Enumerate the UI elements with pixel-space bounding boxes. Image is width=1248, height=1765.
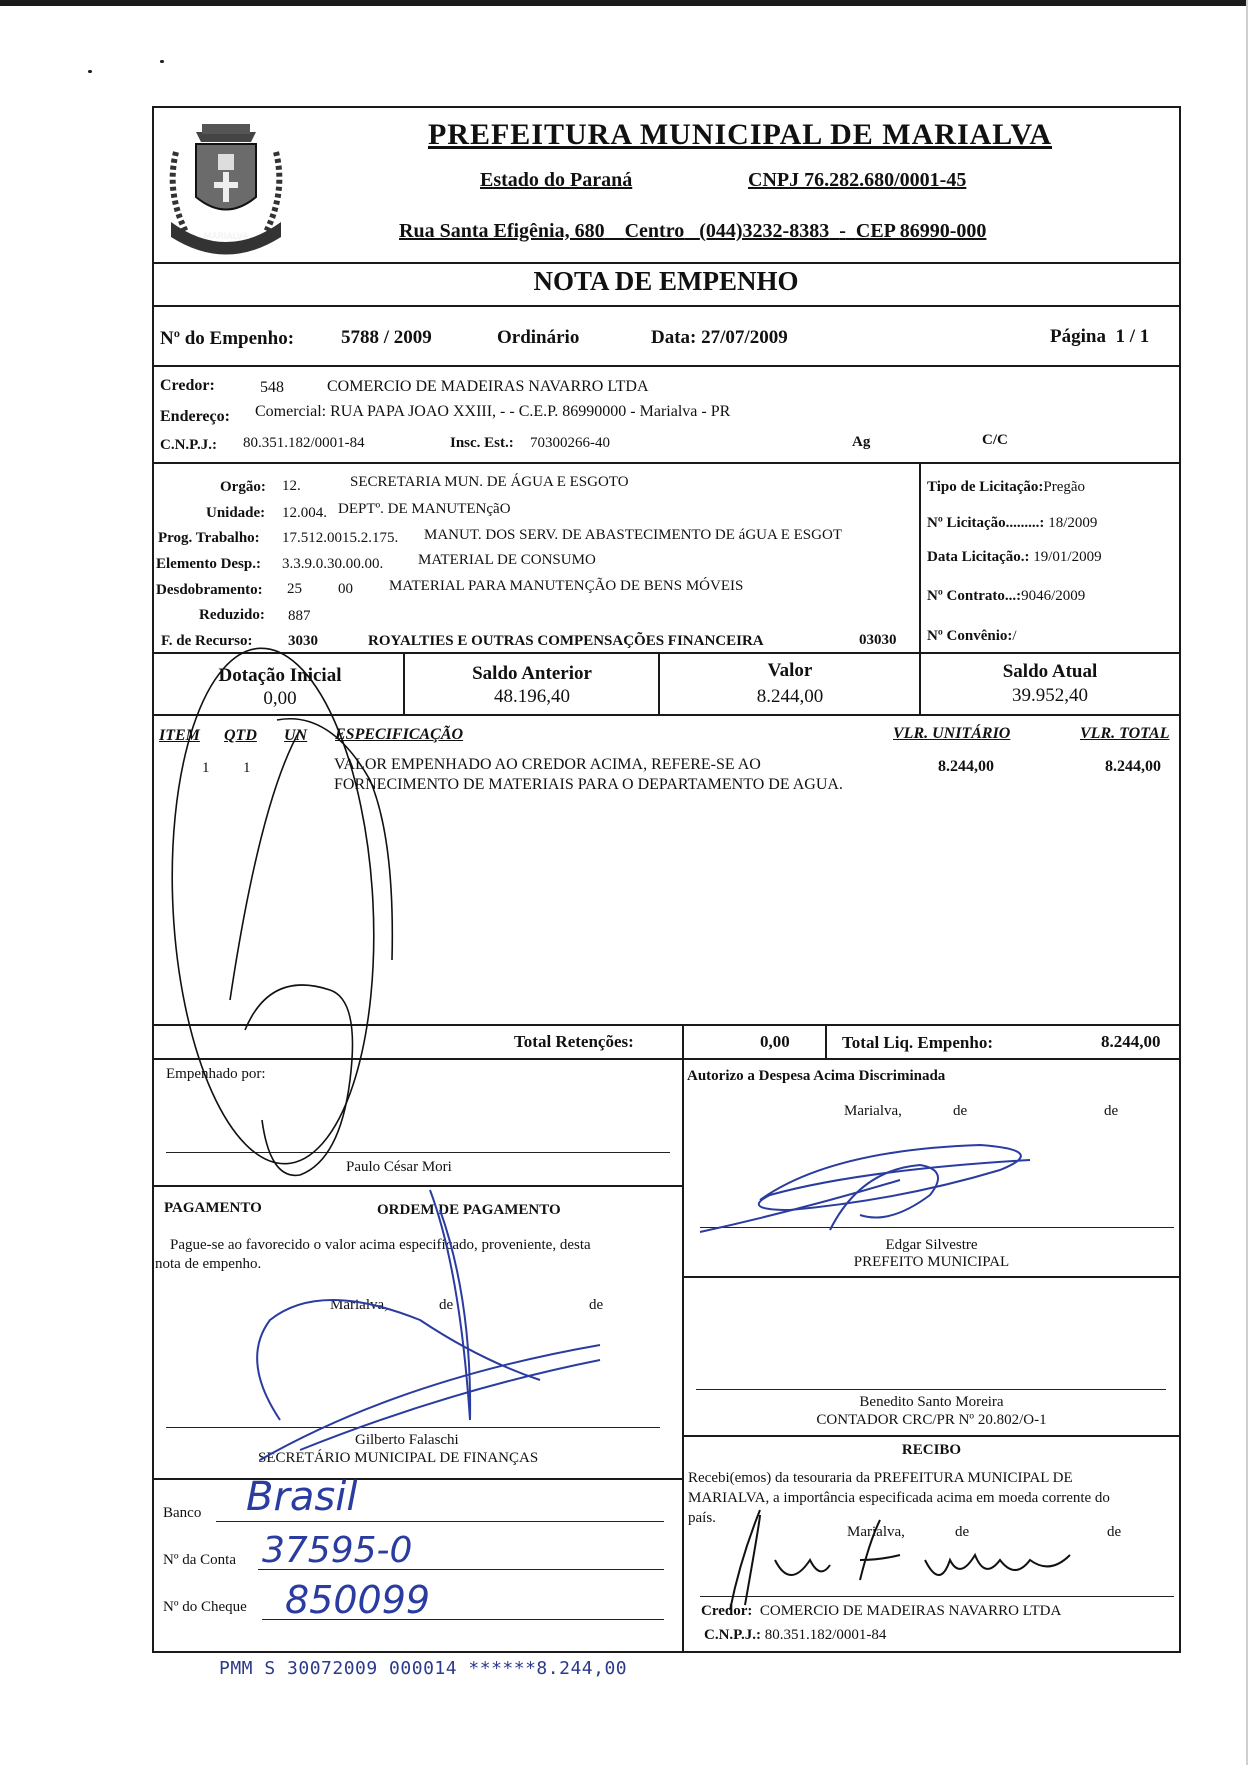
autorizo-label: Autorizo a Despesa Acima Discriminada — [687, 1068, 946, 1084]
prog-name: MANUT. DOS SERV. DE ABASTECIMENTO DE áGUA E ESGOT — [424, 527, 842, 543]
pagamento-city: Marialva, — [330, 1297, 388, 1313]
recibo-signature-line — [700, 1596, 1174, 1597]
state-label: Estado do Paraná — [480, 169, 633, 191]
address-line: Rua Santa Efigênia, 680 Centro (044)3232-8383 - CEP 86990-000 — [399, 220, 987, 242]
empenhado-signature-line — [166, 1152, 670, 1153]
row-vlr-total: 8.244,00 — [1105, 758, 1161, 775]
signature-gilberto-blue — [257, 1190, 600, 1460]
credor-code: 548 — [260, 379, 284, 396]
orgao-name: SECRETARIA MUN. DE ÁGUA E ESGOTO — [350, 474, 629, 490]
unidade-name: DEPTº. DE MANUTENçãO — [338, 501, 511, 517]
row-especificacao-line2: FORNECIMENTO DE MATERIAIS PARA O DEPARTAMENTO DE AGUA. — [334, 776, 843, 793]
col-header-especificacao: ESPECIFICAÇÃO — [335, 726, 464, 743]
autorizo-role: PREFEITO MUNICIPAL — [853, 1254, 1010, 1270]
cnpj-label: CNPJ 76.282.680/0001-45 — [748, 169, 967, 191]
elemento-label: Elemento Desp.: — [156, 556, 261, 572]
banco-label: Banco — [163, 1505, 202, 1521]
credor-label: Credor: — [160, 377, 215, 394]
total-retencoes-label: Total Retenções: — [514, 1032, 634, 1051]
ag-label: Ag — [852, 434, 871, 450]
pagamento-name: Gilberto Falaschi — [355, 1432, 459, 1448]
empenho-date: Data: 27/07/2009 — [651, 327, 788, 348]
empenho-label: Nº do Empenho: — [160, 328, 295, 349]
valor-label: Valor — [767, 660, 813, 681]
page-title: PREFEITURA MUNICIPAL DE MARIALVA — [427, 118, 1053, 151]
desdobramento-sub: 00 — [338, 581, 353, 597]
reduzido-label: Reduzido: — [199, 607, 265, 623]
contador-name: Benedito Santo Moreira — [859, 1394, 1004, 1410]
banco-line — [216, 1521, 664, 1522]
signature-empenhado-black — [160, 643, 393, 1175]
recibo-de2: de — [1107, 1524, 1122, 1540]
pagamento-text-line1: Pague-se ao favorecido o valor acima especificado, proveniente, desta — [170, 1237, 591, 1253]
empenhado-name: Paulo César Mori — [346, 1159, 452, 1175]
row-especificacao-line1: VALOR EMPENHADO AO CREDOR ACIMA, REFERE-SE AO — [334, 756, 761, 773]
desdobramento-code: 25 — [287, 581, 302, 597]
pagamento-de1: de — [439, 1297, 454, 1313]
recibo-text-line1: Recebi(emos) da tesouraria da PREFEITURA MUNICIPAL DE — [688, 1470, 1073, 1486]
signature-edgar-blue — [700, 1145, 1030, 1232]
pagamento-label: PAGAMENTO — [164, 1200, 262, 1216]
saldo-atual-label: Saldo Atual — [1002, 661, 1098, 682]
col-header-vlr-total: VLR. TOTAL — [1080, 725, 1170, 742]
pagamento-text-line2: nota de empenho. — [155, 1256, 262, 1272]
insc-value: 70300266-40 — [530, 435, 610, 451]
contador-role: CONTADOR CRC/PR Nº 20.802/O-1 — [816, 1412, 1047, 1428]
fonte-code: 3030 — [288, 633, 318, 649]
orgao-label: Orgão: — [220, 479, 266, 495]
col-header-un: UN — [284, 727, 308, 744]
crest-banner-text: MARIALVA — [203, 232, 249, 242]
recibo-label: RECIBO — [901, 1442, 962, 1458]
fonte-name: ROYALTIES E OUTRAS COMPENSAÇÕES FINANCEIRA — [368, 633, 764, 649]
col-header-qtd: QTD — [224, 727, 257, 744]
payment-stamp: PMM S 30072009 000014 ******8.244,00 — [219, 1658, 628, 1679]
pagamento-role: SECRETÁRIO MUNICIPAL DE FINANÇAS — [258, 1450, 539, 1466]
tipo-licitacao: Tipo de Licitação:Pregão — [927, 479, 1086, 495]
endereco-label: Endereço: — [160, 408, 230, 425]
unidade-code: 12.004. — [282, 505, 327, 521]
elemento-code: 3.3.9.0.30.00.00. — [282, 556, 384, 572]
cheque-label: Nº do Cheque — [163, 1599, 247, 1615]
valor-value: 8.244,00 — [756, 686, 824, 707]
recibo-text-line2: MARIALVA, a importância especificada acima em moeda corrente do — [688, 1490, 1110, 1506]
contador-signature-line — [696, 1389, 1166, 1390]
recibo-text-line3: país. — [688, 1510, 716, 1526]
autorizo-de2: de — [1104, 1103, 1119, 1119]
saldo-atual-value: 39.952,40 — [1012, 685, 1088, 706]
conta-handwritten: 37595-0 — [262, 1530, 413, 1571]
desdobramento-label: Desdobramento: — [156, 582, 263, 598]
fonte-number: 03030 — [859, 632, 897, 648]
ordem-pagamento-label: ORDEM DE PAGAMENTO — [377, 1202, 561, 1218]
municipal-crest-logo — [156, 112, 296, 258]
credor-name: COMERCIO DE MADEIRAS NAVARRO LTDA — [327, 378, 649, 395]
empenhado-label: Empenhado por: — [166, 1066, 266, 1082]
recibo-cnpj: C.N.P.J.: 80.351.182/0001-84 — [704, 1627, 887, 1643]
cnpj-credor-label: C.N.P.J.: — [160, 437, 217, 453]
desdobramento-name: MATERIAL PARA MANUTENÇÃO DE BENS MÓVEIS — [389, 578, 744, 594]
scan-top-edge — [0, 0, 1248, 6]
empenho-number: 5788 / 2009 — [341, 327, 432, 348]
pagamento-de2: de — [589, 1297, 604, 1313]
recibo-de1: de — [955, 1524, 970, 1540]
autorizo-signature-line — [700, 1227, 1174, 1228]
empenho-type: Ordinário — [497, 327, 580, 348]
autorizo-de1: de — [953, 1103, 968, 1119]
dotacao-value: 0,00 — [263, 688, 297, 709]
data-licitacao: Data Licitação.: 19/01/2009 — [927, 549, 1102, 565]
prog-label: Prog. Trabalho: — [158, 530, 260, 546]
dotacao-label: Dotação Inicial — [218, 665, 342, 686]
saldo-anterior-value: 48.196,40 — [494, 686, 570, 707]
row-vlr-unitario: 8.244,00 — [938, 758, 994, 775]
insc-label: Insc. Est.: — [450, 435, 514, 451]
page-number: Página 1 / 1 — [1050, 326, 1150, 347]
numero-contrato: Nº Contrato...:9046/2009 — [927, 588, 1086, 604]
total-retencoes-value: 0,00 — [760, 1032, 790, 1051]
numero-convenio: Nº Convênio:/ — [927, 628, 1017, 644]
elemento-name: MATERIAL DE CONSUMO — [418, 552, 596, 568]
unidade-label: Unidade: — [206, 505, 266, 521]
endereco-value: Comercial: RUA PAPA JOAO XXIII, - - C.E.P. 86990000 - Marialva - PR — [255, 403, 731, 420]
autorizo-city: Marialva, — [844, 1103, 902, 1119]
conta-label: Nº da Conta — [163, 1552, 236, 1568]
cheque-handwritten: 850099 — [285, 1578, 431, 1622]
cnpj-credor-value: 80.351.182/0001-84 — [243, 435, 365, 451]
pagamento-signature-line — [166, 1427, 660, 1428]
fonte-label: F. de Recurso: — [161, 633, 253, 649]
scan-speck — [160, 60, 164, 63]
document-title: NOTA DE EMPENHO — [533, 266, 799, 296]
autorizo-name: Edgar Silvestre — [885, 1237, 978, 1253]
numero-licitacao: Nº Licitação.........: 18/2009 — [927, 515, 1098, 531]
saldo-anterior-label: Saldo Anterior — [472, 663, 592, 684]
row-item: 1 — [202, 760, 210, 776]
prog-code: 17.512.0015.2.175. — [282, 530, 399, 546]
orgao-code: 12. — [282, 478, 301, 494]
col-header-vlr-unitario: VLR. UNITÁRIO — [893, 725, 1011, 742]
scan-speck — [88, 70, 92, 73]
cc-label: C/C — [982, 432, 1008, 448]
recibo-city: Marialva, — [847, 1524, 905, 1540]
recibo-credor: Credor: COMERCIO DE MADEIRAS NAVARRO LTDA — [701, 1603, 1062, 1619]
row-qtd: 1 — [243, 760, 251, 776]
total-liq-value: 8.244,00 — [1101, 1032, 1161, 1051]
total-liq-label: Total Liq. Empenho: — [842, 1033, 993, 1052]
banco-handwritten: Brasil — [246, 1474, 358, 1520]
col-header-item: ITEM — [159, 727, 200, 744]
reduzido-code: 887 — [288, 608, 311, 624]
